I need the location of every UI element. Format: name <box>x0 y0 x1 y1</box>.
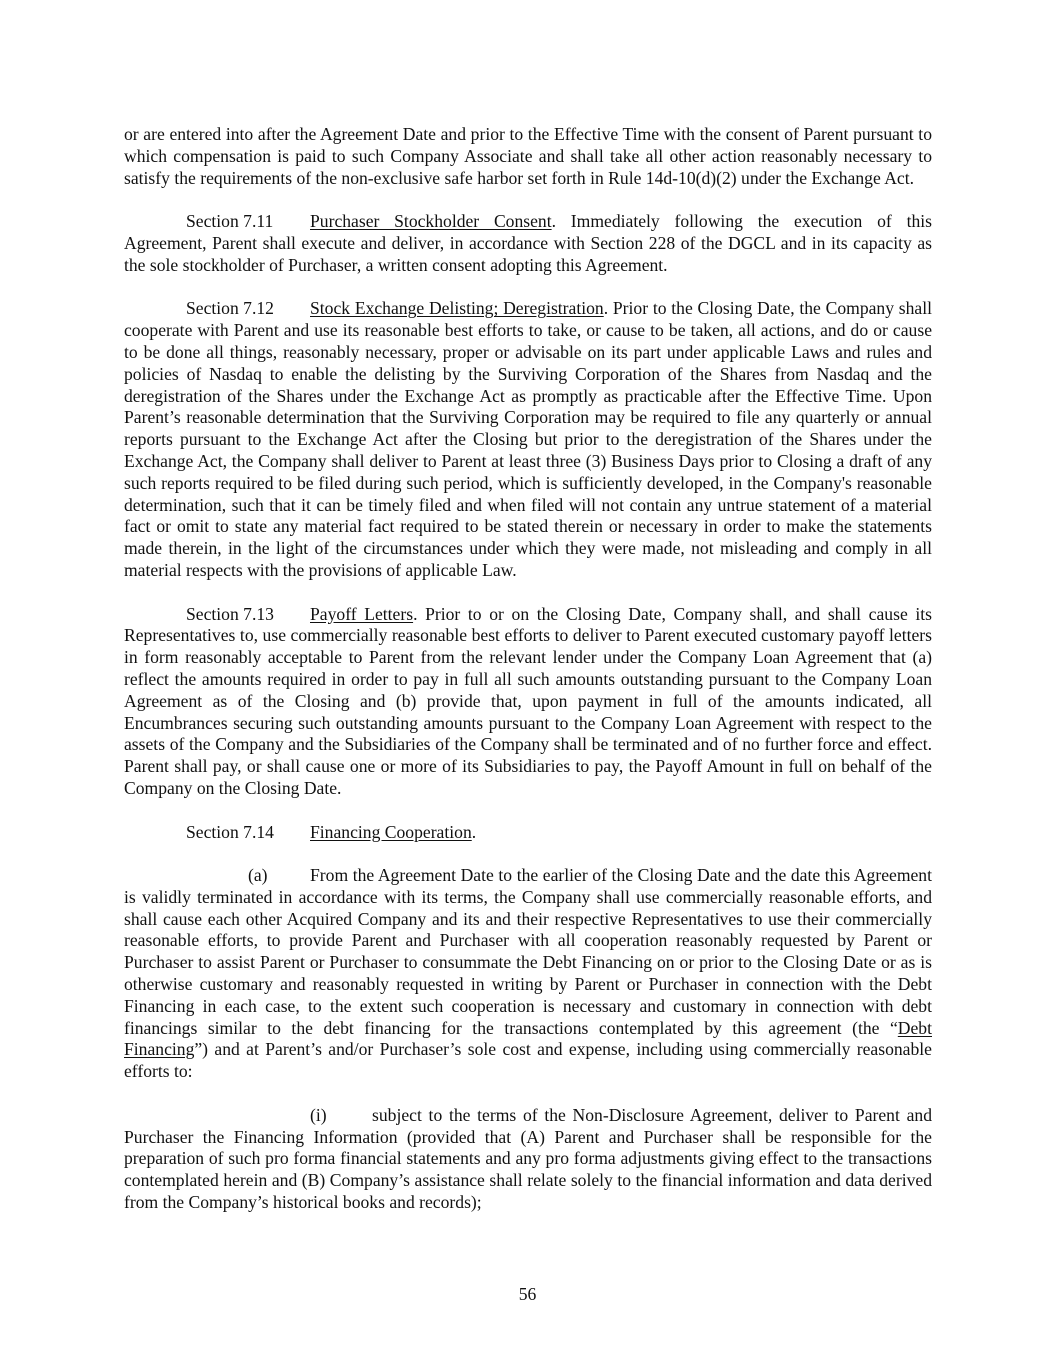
section-7-13-paragraph <box>124 604 932 800</box>
section-number: Section 7.11 <box>186 211 274 232</box>
clause-label: (i) <box>310 1104 327 1125</box>
subsection-text: From the Agreement Date to the earlier of the Closing Date and the date this Agreement is validly terminated in accordance with its terms, the Company shall use commercially reasonable efforts, and shall cause each other Acquired Company and its and their respective Representatives to use their commercially reasonable efforts, to provide Parent and Purchaser with all cooperation reasonably requested by Parent or Purchaser to assist Parent or Purchaser to consummate the Debt Financing on or prior to the Closing Date or as is otherwise customary and reasonably requested in writing by Parent or Purchaser in connection with the Debt Financing in each case, to the extent such cooperation is necessary and customary in connection with debt financings similar to the debt financing for the transactions contemplated by this agreement (the “ <box>124 865 932 1038</box>
section-7-12-paragraph <box>124 298 932 581</box>
section-title: Purchaser Stockholder Consent <box>310 211 552 232</box>
section-body: . Prior to or on the Closing Date, Company shall, and shall cause its Representatives to, use commercially reasonable best efforts to deliver to Parent executed customary payoff letters in form reasonably acceptable to Parent from the relevant lender under the Company Loan Agreement that (a) reflect the amounts required in order to pay in full all such amounts outstanding pursuant to the Company Loan Agreement as of the Closing and (b) provide that, upon payment in full of the amounts indicated, all Encumbrances securing such outstanding amounts pursuant to the Company Loan Agreement with respect to the assets of the Company and the Subsidiaries of the Company shall be terminated and of no further force and effect. Parent shall pay, or shall cause one or more of its Subsidiaries to pay, the Payoff Amount in full on behalf of the Company on the Closing Date. <box>124 603 933 798</box>
subsection-text-after: ”) and at Parent’s and/or Purchaser’s sole cost and expense, including using commercially reasonable efforts to: <box>124 1039 932 1082</box>
section-number: Section 7.13 <box>186 603 274 624</box>
defined-term-debt-financing: Debt Financing <box>124 1017 932 1060</box>
section-title: Payoff Letters <box>310 603 414 624</box>
section-7-11-paragraph <box>124 211 932 276</box>
page-number: 56 <box>518 1284 537 1304</box>
subsection-label: (a) <box>248 865 268 886</box>
document-page <box>124 124 932 1236</box>
section-body: . Prior to the Closing Date, the Company shall cooperate with Parent and use its reasonable best efforts to take, or cause to be taken, all actions, and do or cause to be done all things, reasonably necessary, proper or advisable on its part under applicable Laws and rules and policies of Nasdaq to enable the delisting by the Surviving Corporation of the Shares from Nasdaq and the deregistration of the Shares under the Exchange Act as promptly as practicable after the Effective Time. Upon Parent’s reasonable determination that the Surviving Corporation may be required to file any quarterly or annual reports pursuant to the Exchange Act after the Closing but prior to the deregistration of the Shares under the Exchange Act, the Company shall deliver to Parent at least three (3) Business Days prior to Closing a draft of any such reports required to be filed during such period, which is sufficiently developed, in the Company's reasonable determination, such that it can be timely filed and when filed will not contain any untrue statement of a material fact or omit to state any material fact required to be stated therein or necessary in order to make the statements made therein, in the light of the circumstances under which they were made, not misleading and comply in all material respects with the provisions of applicable Law. <box>124 298 933 580</box>
section-body: . Immediately following the execution of this Agreement, Parent shall execute and deliver, in accordance with Section 228 of the DGCL and in its capacity as the sole stockholder of Purchaser, a written consent adopting this Agreement. <box>124 211 932 275</box>
section-number: Section 7.14 <box>186 821 274 842</box>
section-body: . <box>471 821 477 842</box>
continuation-paragraph: or are entered into after the Agreement Date and prior to the Effective Time with the consent of Parent pursuant to which compensation is paid to such Company Associate and shall take all other action reasonably necessary to satisfy the requirements of the non-exclusive safe harbor set forth in Rule 14d-10(d)(2) under the Exchange Act. <box>124 124 932 188</box>
section-title: Stock Exchange Delisting; Deregistration <box>310 298 604 319</box>
section-title: Financing Cooperation <box>310 821 472 842</box>
section-number: Section 7.12 <box>186 298 274 319</box>
clause-text: subject to the terms of the Non-Disclosure Agreement, deliver to Parent and Purchaser the Financing Information (provided that (A) Parent and Purchaser shall be responsible for the preparation of such pro forma financial statements and any pro forma adjustments giving effect to the transactions contemplated herein and (B) Company’s assistance shall relate solely to the financial information and data derived from the Company’s historical books and records); <box>124 1104 932 1213</box>
section-7-14-paragraph <box>124 822 932 844</box>
clause-i-paragraph <box>124 1105 932 1214</box>
subsection-a-paragraph <box>124 865 932 1083</box>
